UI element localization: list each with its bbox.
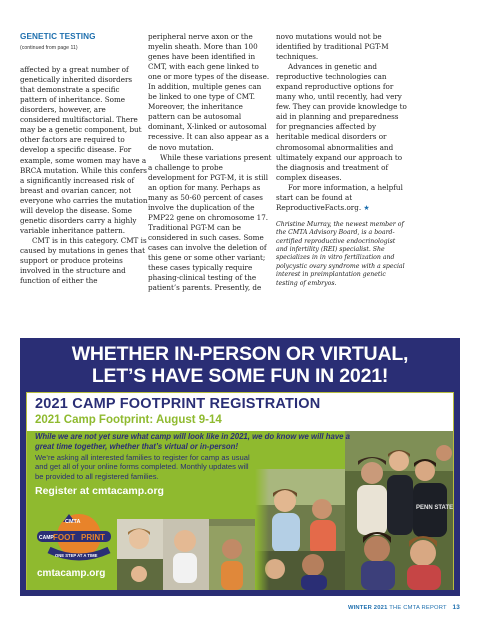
register-link[interactable]: Register at cmtacamp.org: [35, 485, 164, 497]
photo-person: [131, 566, 147, 582]
photo-person: [174, 530, 196, 552]
article-paragraph: peripheral nerve axon or the myelin sheath. More than 100 genes have been identified in CMT, with each gene linked to one or more types of the disease. In addition, multiple genes can be linked to one type of CMT. Moreover, the inheritance pattern can be autosomal dominant, X-linked or autosomal recessive. It can also appear as a de novo mutation.: [148, 32, 270, 152]
article-column-1: [20, 32, 148, 286]
footer-publication: THE CMTA REPORT: [389, 605, 447, 611]
banner-title-line-1: WHETHER IN-PERSON OR VIRTUAL,: [71, 343, 409, 365]
photo-shirt-text: PENN STATE: [416, 505, 453, 511]
article-paragraph: novo mutations would not be identified by traditional PGT-M techniques.: [276, 32, 389, 62]
photo-person: [361, 462, 383, 484]
camp-status-note: While we are not yet sure what camp will look like in 2021, we do know we will have a great time together, whether that’s virtual or in-person!: [35, 432, 351, 451]
registration-card: [26, 392, 454, 590]
footer-issue: WINTER 2021: [347, 605, 388, 611]
article-paragraph-text: For more information, a helpful start can be found at ReproductiveFacts.org.: [276, 182, 403, 212]
camp-footprint-logo: [35, 512, 113, 566]
logo-text-camp: CAMP: [39, 535, 54, 541]
author-bio: Christine Murray, the newest member of the CMTA Advisory Board, is a board-certified reproductive endocrinologist and infertility (REI) specialist. She specializes in in vitro fertilization and polycystic ovary syndrome with a special interest in preimplantation genetic testing of embryos.: [276, 220, 405, 287]
article-column-2: [148, 32, 272, 293]
article-paragraph: While these variations present a challenge to probe development for PGT-M, it is still an option for many. Perhaps as many as 50-60 percent of cases involve the duplication of the PMP22 gene on chromosome 17. Traditional PGT-M can be considered in such cases. Some cases can involve the deletion of this gene or some other variant; these cases typically require phasing-clinical testing of the patient’s parents. Presently, de: [148, 152, 272, 293]
article-paragraph: CMT is in this category. CMT is caused by mutations in genes that support or produce proteins involved in the structure and function of either the: [20, 235, 147, 286]
continued-note: (continued from page 11): [20, 45, 78, 52]
registration-panel: [27, 431, 453, 590]
camp-url[interactable]: cmtacamp.org: [37, 568, 106, 579]
end-mark-icon: ★: [363, 202, 370, 212]
photo-person: [302, 554, 324, 576]
camp-banner: [20, 338, 460, 596]
logo-tagline: ONE STEP AT A TIME: [55, 553, 98, 558]
camp-registration-note: We’re asking all interested families to register for camp as usual and get all of your online forms completed. Monthly updates will be provided to all registered families.: [35, 453, 250, 481]
logo-text-print: PRINT: [81, 533, 105, 542]
page-footer: [348, 604, 460, 611]
photo-person: [222, 539, 242, 559]
photo-person: [436, 445, 452, 461]
logo-text-cmta: CMTA: [65, 519, 81, 525]
photo-person: [410, 540, 436, 566]
registration-dates: 2021 Camp Footprint: August 9-14: [35, 414, 222, 426]
article-paragraph: [276, 183, 408, 213]
photo-person: [129, 529, 149, 549]
article-column-3: [276, 32, 408, 288]
registration-title: 2021 CAMP FOOTPRINT REGISTRATION: [35, 396, 321, 412]
banner-title-line-2: LET’S HAVE SOME FUN IN 2021!: [91, 365, 389, 387]
article-paragraph: Advances in genetic and reproductive technologies can expand reproductive options for many who, until recently, had very few. They can provide knowledge to aid in planning and preparedness for pregnancies affected by heritable medical disorders or chromosomal abnormalities and ultimately expand our approach to the diagnosis and treatment of complex diseases.: [276, 62, 407, 182]
article-paragraph: affected by a great number of genetically inherited disorders that demonstrate a specific pattern of inheritance. Some disorders, however, are considered multifactorial. There may be a genetic component, but other factors are required to develop a specific disease. For example, some women may have a BRCA mutation. While this confers a significantly increased risk of breast and ovarian cancer, not everyone who carries the mutation will develop the disease. Some genetic disorders carry a highly variable inheritance pattern.: [20, 65, 148, 235]
photo-person: [312, 499, 332, 519]
article-heading: GENETIC TESTING: [20, 32, 96, 41]
photo-person: [364, 536, 390, 562]
page-number: 13: [452, 604, 460, 611]
photo-person: [415, 461, 435, 481]
photo-person: [389, 451, 409, 471]
photo-person: [274, 490, 296, 512]
logo-text-foot: FOOT: [53, 533, 76, 542]
